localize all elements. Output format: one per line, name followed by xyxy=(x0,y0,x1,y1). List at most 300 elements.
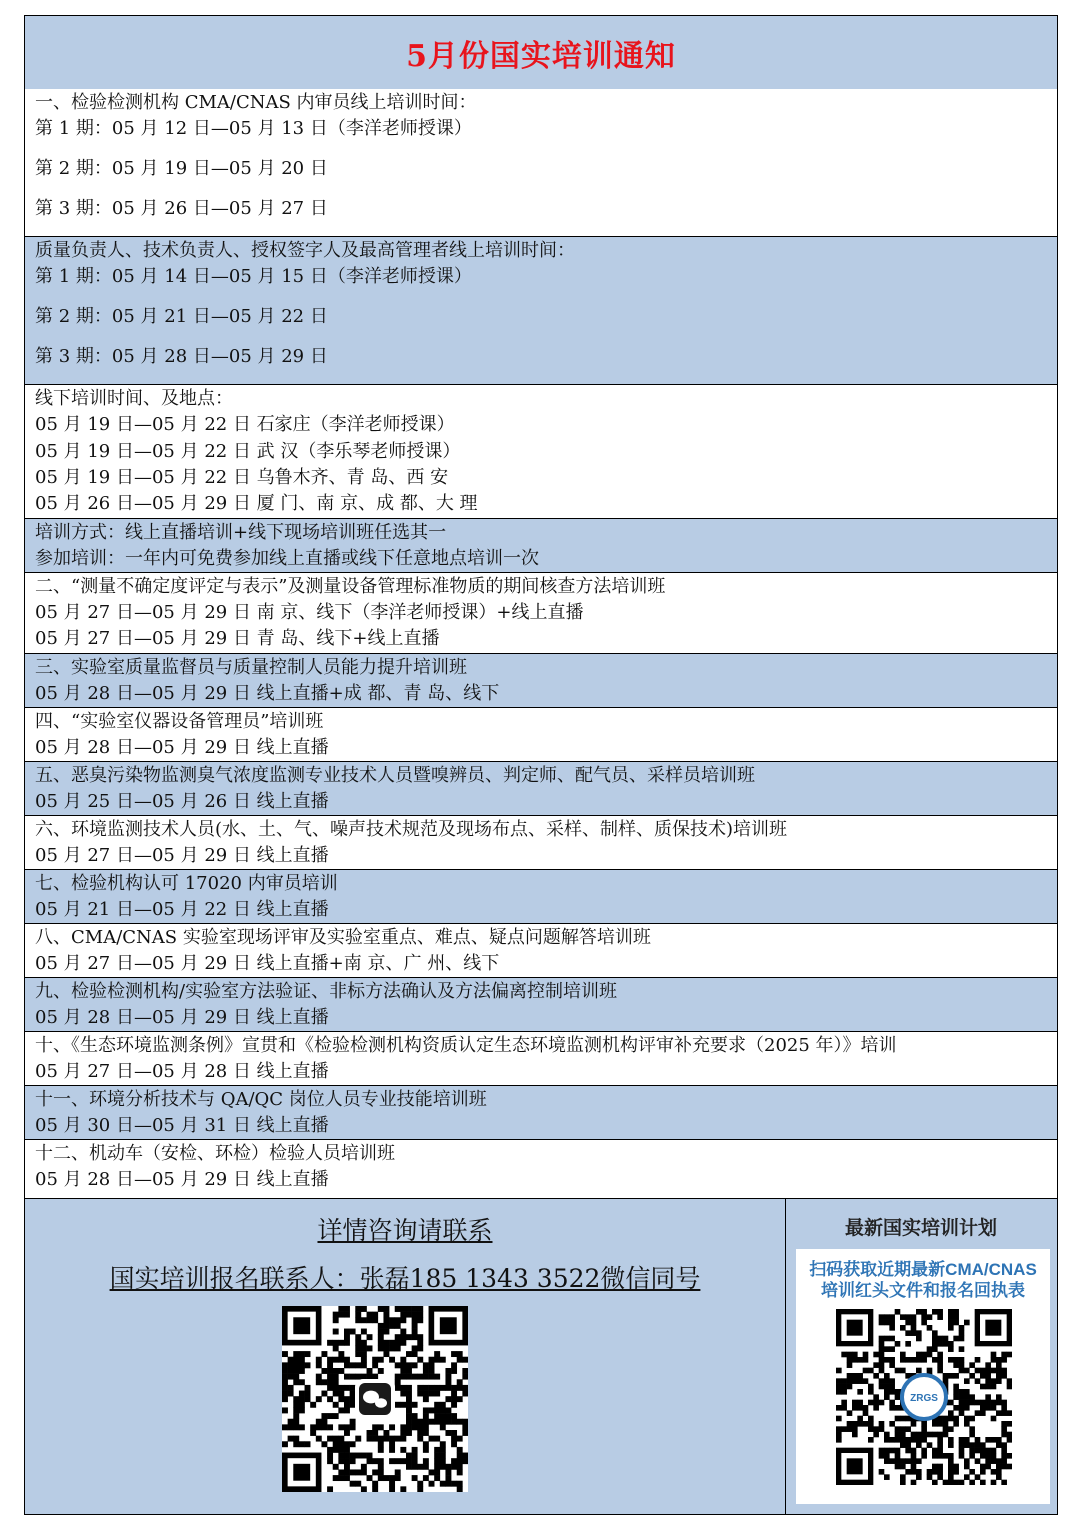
qr-module xyxy=(361,1469,367,1475)
qr-module xyxy=(948,1400,954,1406)
qr-module xyxy=(327,1486,333,1492)
qr-module xyxy=(344,1453,350,1459)
qr-module xyxy=(327,1379,333,1385)
qr-module xyxy=(434,1357,440,1363)
section-line: 05 月 19 日—05 月 22 日 武 汉（李乐琴老师授课） xyxy=(35,441,461,462)
qr-module xyxy=(338,1312,344,1318)
qr-module xyxy=(327,1447,333,1453)
section-line: 参加培训：一年内可免费参加线上直播或线下任意地点培训一次 xyxy=(35,548,539,569)
qr-module xyxy=(847,1352,853,1358)
qr-module xyxy=(857,1416,863,1422)
qr-module xyxy=(948,1464,954,1470)
qr-module xyxy=(852,1357,858,1363)
qr-module xyxy=(282,1374,288,1380)
qr-module xyxy=(389,1357,395,1363)
qr-module xyxy=(836,1437,842,1443)
qr-module xyxy=(911,1421,917,1427)
qr-module xyxy=(316,1362,322,1368)
qr-module xyxy=(389,1323,395,1329)
qr-module xyxy=(361,1340,367,1346)
qr-module xyxy=(921,1426,927,1432)
qr-module xyxy=(440,1481,446,1487)
qr-module xyxy=(378,1306,384,1312)
qr-module xyxy=(1007,1378,1012,1384)
qr-module xyxy=(868,1426,874,1432)
qr-module xyxy=(400,1357,406,1363)
qr-module xyxy=(383,1351,389,1357)
qr-module xyxy=(445,1413,451,1419)
qr-module xyxy=(395,1402,401,1408)
qr-module xyxy=(350,1458,356,1464)
qr-module xyxy=(395,1458,401,1464)
qr-module xyxy=(423,1464,429,1470)
qr-module xyxy=(873,1426,879,1432)
qr-module xyxy=(964,1389,970,1395)
qr-module xyxy=(417,1345,423,1351)
qr-module xyxy=(327,1374,333,1380)
qr-module xyxy=(333,1385,339,1391)
qr-module xyxy=(969,1480,975,1485)
qr-module xyxy=(911,1448,917,1454)
qr-module xyxy=(975,1448,981,1454)
qr-module xyxy=(355,1351,361,1357)
section-line: 三、实验室质量监督员与质量控制人员能力提升培训班 xyxy=(35,657,467,678)
qr-module xyxy=(440,1385,446,1391)
qr-module xyxy=(367,1453,373,1459)
qr-module xyxy=(991,1352,997,1358)
qr-module xyxy=(985,1362,991,1368)
qr-module xyxy=(389,1441,395,1447)
qr-module xyxy=(389,1424,395,1430)
qr-module xyxy=(879,1352,885,1358)
qr-module xyxy=(921,1432,927,1438)
section-line: 05 月 28 日—05 月 29 日 线上直播 xyxy=(35,1007,329,1028)
qr-module xyxy=(282,1396,288,1402)
qr-module xyxy=(434,1464,440,1470)
qr-module xyxy=(350,1441,356,1447)
qr-module xyxy=(434,1453,440,1459)
qr-module xyxy=(338,1407,344,1413)
qr-module xyxy=(429,1469,435,1475)
qr-module xyxy=(911,1330,917,1336)
qr-module xyxy=(429,1362,435,1368)
qr-module xyxy=(1001,1426,1007,1432)
qr-module xyxy=(333,1436,339,1442)
qr-module xyxy=(943,1416,949,1422)
qr-module xyxy=(959,1330,965,1336)
qr-module xyxy=(344,1469,350,1475)
qr-module xyxy=(327,1385,333,1391)
qr-module xyxy=(884,1432,890,1438)
qr-module xyxy=(372,1436,378,1442)
qr-module xyxy=(327,1340,333,1346)
qr-module xyxy=(338,1396,344,1402)
qr-module xyxy=(367,1458,373,1464)
qr-module xyxy=(868,1416,874,1422)
section-line: 二、“测量不确定度评定与表示”及测量设备管理标准物质的期间核查方法培训班 xyxy=(35,576,666,597)
qr-module xyxy=(895,1416,901,1422)
qr-module xyxy=(943,1480,949,1485)
qr-module xyxy=(355,1345,361,1351)
qr-module xyxy=(412,1419,418,1425)
qr-module xyxy=(457,1486,463,1492)
qr-module xyxy=(378,1424,384,1430)
qr-module xyxy=(921,1453,927,1459)
qr-module xyxy=(975,1357,981,1363)
qr-module xyxy=(948,1442,954,1448)
qr-module xyxy=(1001,1352,1007,1358)
qr-module xyxy=(932,1453,938,1459)
qr-module xyxy=(333,1357,339,1363)
qr-module xyxy=(943,1373,949,1379)
qr-module xyxy=(889,1325,895,1331)
qr-module xyxy=(943,1421,949,1427)
qr-module xyxy=(344,1357,350,1363)
qr-module xyxy=(980,1442,986,1448)
qr-module xyxy=(948,1453,954,1459)
qr-module xyxy=(293,1419,299,1425)
qr-module xyxy=(911,1458,917,1464)
qr-module xyxy=(406,1374,412,1380)
qr-module xyxy=(852,1405,858,1411)
qr-module xyxy=(429,1391,435,1397)
qr-module xyxy=(873,1373,879,1379)
qr-module xyxy=(932,1469,938,1475)
qr-module xyxy=(841,1384,847,1390)
section-line: 05 月 28 日—05 月 29 日 线上直播 xyxy=(35,1169,329,1190)
qr-module xyxy=(367,1368,373,1374)
qr-module xyxy=(412,1424,418,1430)
qr-module xyxy=(367,1317,373,1323)
qr-module xyxy=(378,1447,384,1453)
qr-module xyxy=(389,1447,395,1453)
qr-module xyxy=(980,1464,986,1470)
qr-module xyxy=(959,1437,965,1443)
qr-module xyxy=(293,1413,299,1419)
qr-module xyxy=(389,1486,395,1492)
qr-module xyxy=(406,1413,412,1419)
plan-card-line-2: 培训红头文件和报名回执表 xyxy=(821,1281,1025,1300)
qr-module xyxy=(445,1379,451,1385)
qr-module xyxy=(344,1458,350,1464)
qr-module xyxy=(948,1309,954,1315)
qr-module xyxy=(412,1351,418,1357)
qr-module xyxy=(889,1314,895,1320)
wechat-qr-code xyxy=(282,1306,468,1492)
notice-document xyxy=(24,15,1058,1515)
qr-module xyxy=(434,1447,440,1453)
qr-module xyxy=(305,1441,311,1447)
qr-module xyxy=(338,1436,344,1442)
qr-module xyxy=(900,1416,906,1422)
qr-module xyxy=(355,1481,361,1487)
qr-module xyxy=(423,1391,429,1397)
qr-module xyxy=(395,1379,401,1385)
qr-module xyxy=(344,1441,350,1447)
section-6 xyxy=(25,654,1057,708)
qr-module xyxy=(943,1341,949,1347)
qr-module xyxy=(1007,1437,1012,1443)
qr-module xyxy=(417,1436,423,1442)
qr-module xyxy=(445,1407,451,1413)
qr-module xyxy=(921,1421,927,1427)
qr-module xyxy=(953,1394,959,1400)
qr-module xyxy=(429,1385,435,1391)
qr-module xyxy=(953,1320,959,1326)
qr-module xyxy=(316,1379,322,1385)
qr-module xyxy=(412,1453,418,1459)
qr-module xyxy=(462,1453,468,1459)
qr-module xyxy=(462,1458,468,1464)
qr-module xyxy=(996,1474,1002,1480)
qr-module xyxy=(841,1405,847,1411)
qr-module xyxy=(1001,1442,1007,1448)
qr-module xyxy=(863,1405,869,1411)
qr-module xyxy=(429,1374,435,1380)
qr-module xyxy=(895,1394,901,1400)
qr-module xyxy=(299,1424,305,1430)
qr-module xyxy=(905,1341,911,1347)
qr-module xyxy=(991,1384,997,1390)
section-3 xyxy=(25,385,1057,519)
qr-module xyxy=(423,1424,429,1430)
qr-module xyxy=(412,1312,418,1318)
qr-module xyxy=(406,1458,412,1464)
qr-module xyxy=(1001,1480,1007,1485)
qr-module xyxy=(996,1362,1002,1368)
qr-module xyxy=(879,1378,885,1384)
qr-module xyxy=(991,1378,997,1384)
qr-module xyxy=(996,1368,1002,1374)
qr-module xyxy=(1001,1453,1007,1459)
qr-module xyxy=(451,1430,457,1436)
qr-module xyxy=(975,1368,981,1374)
qr-module xyxy=(836,1378,842,1384)
qr-module xyxy=(333,1345,339,1351)
qr-module xyxy=(406,1396,412,1402)
section-9 xyxy=(25,816,1057,870)
qr-module xyxy=(991,1357,997,1363)
qr-module xyxy=(378,1340,384,1346)
qr-module xyxy=(305,1391,311,1397)
qr-module xyxy=(927,1314,933,1320)
qr-module xyxy=(338,1469,344,1475)
qr-module xyxy=(889,1384,895,1390)
qr-module xyxy=(991,1448,997,1454)
qr-module xyxy=(434,1391,440,1397)
qr-module xyxy=(948,1480,954,1485)
qr-module xyxy=(299,1368,305,1374)
qr-module xyxy=(293,1368,299,1374)
qr-module xyxy=(895,1405,901,1411)
qr-module xyxy=(927,1474,933,1480)
qr-module xyxy=(406,1453,412,1459)
qr-module xyxy=(969,1373,975,1379)
qr-module xyxy=(879,1426,885,1432)
qr-module xyxy=(985,1373,991,1379)
qr-module xyxy=(900,1442,906,1448)
qr-module xyxy=(911,1469,917,1475)
qr-module xyxy=(423,1447,429,1453)
qr-module xyxy=(841,1378,847,1384)
qr-module xyxy=(288,1374,294,1380)
qr-module xyxy=(964,1458,970,1464)
qr-module xyxy=(921,1448,927,1454)
qr-module xyxy=(948,1357,954,1363)
qr-module xyxy=(937,1469,943,1475)
qr-module xyxy=(423,1396,429,1402)
qr-module xyxy=(959,1405,965,1411)
qr-module xyxy=(836,1405,842,1411)
qr-module xyxy=(344,1374,350,1380)
qr-module xyxy=(905,1469,911,1475)
qr-module xyxy=(316,1419,322,1425)
qr-module xyxy=(333,1413,339,1419)
qr-module xyxy=(916,1336,922,1342)
qr-module xyxy=(293,1424,299,1430)
qr-module xyxy=(383,1430,389,1436)
qr-module xyxy=(338,1357,344,1363)
qr-module xyxy=(333,1391,339,1397)
qr-module xyxy=(911,1357,917,1363)
qr-module xyxy=(911,1325,917,1331)
qr-module xyxy=(344,1329,350,1335)
qr-module xyxy=(953,1416,959,1422)
qr-module xyxy=(911,1314,917,1320)
qr-module xyxy=(985,1368,991,1374)
qr-module xyxy=(367,1475,373,1481)
qr-module xyxy=(895,1309,901,1315)
qr-module xyxy=(316,1436,322,1442)
qr-finder-center xyxy=(440,1317,457,1334)
qr-module xyxy=(367,1436,373,1442)
qr-module xyxy=(395,1317,401,1323)
qr-module xyxy=(884,1346,890,1352)
qr-module xyxy=(350,1469,356,1475)
qr-module xyxy=(1007,1352,1012,1358)
qr-module xyxy=(367,1374,373,1380)
qr-module xyxy=(937,1448,943,1454)
qr-module xyxy=(327,1357,333,1363)
qr-module xyxy=(282,1385,288,1391)
qr-module xyxy=(310,1402,316,1408)
qr-module xyxy=(434,1436,440,1442)
qr-module xyxy=(916,1469,922,1475)
qr-module xyxy=(884,1314,890,1320)
qr-module xyxy=(457,1379,463,1385)
qr-module xyxy=(434,1469,440,1475)
section-line: 第 3 期：05 月 28 日—05 月 29 日 xyxy=(35,346,328,367)
qr-module xyxy=(1001,1410,1007,1416)
qr-module xyxy=(412,1334,418,1340)
qr-module xyxy=(400,1334,406,1340)
qr-module xyxy=(916,1442,922,1448)
qr-module xyxy=(293,1379,299,1385)
qr-module xyxy=(395,1306,401,1312)
qr-module xyxy=(389,1340,395,1346)
qr-image xyxy=(836,1309,1012,1485)
qr-module xyxy=(367,1334,373,1340)
qr-module xyxy=(873,1400,879,1406)
qr-module xyxy=(316,1396,322,1402)
qr-module xyxy=(900,1314,906,1320)
qr-module xyxy=(378,1464,384,1470)
qr-module xyxy=(440,1407,446,1413)
qr-module xyxy=(457,1469,463,1475)
qr-module xyxy=(836,1426,842,1432)
qr-module xyxy=(895,1368,901,1374)
qr-module xyxy=(400,1317,406,1323)
qr-module xyxy=(378,1368,384,1374)
qr-module xyxy=(889,1357,895,1363)
qr-module xyxy=(350,1385,356,1391)
qr-module xyxy=(344,1402,350,1408)
qr-module xyxy=(327,1458,333,1464)
section-12 xyxy=(25,978,1057,1032)
qr-module xyxy=(895,1437,901,1443)
qr-module xyxy=(879,1469,885,1475)
qr-module xyxy=(964,1437,970,1443)
qr-module xyxy=(282,1351,288,1357)
qr-module xyxy=(948,1474,954,1480)
qr-module xyxy=(310,1430,316,1436)
qr-module xyxy=(841,1400,847,1406)
qr-module xyxy=(383,1345,389,1351)
qr-module xyxy=(299,1402,305,1408)
qr-module xyxy=(895,1448,901,1454)
qr-module xyxy=(299,1391,305,1397)
qr-module xyxy=(911,1480,917,1485)
qr-module xyxy=(372,1469,378,1475)
qr-module xyxy=(964,1416,970,1422)
qr-module xyxy=(879,1384,885,1390)
qr-module xyxy=(429,1357,435,1363)
section-line: 四、“实验室仪器设备管理员”培训班 xyxy=(35,711,324,732)
qr-module xyxy=(905,1426,911,1432)
section-line: 05 月 30 日—05 月 31 日 线上直播 xyxy=(35,1115,329,1136)
qr-finder-center xyxy=(293,1464,310,1481)
qr-module xyxy=(959,1362,965,1368)
section-line: 05 月 27 日—05 月 29 日 线上直播+南 京、广 州、线下 xyxy=(35,953,500,974)
qr-module xyxy=(975,1400,981,1406)
qr-module xyxy=(921,1314,927,1320)
qr-module xyxy=(975,1437,981,1443)
qr-module xyxy=(445,1481,451,1487)
qr-module xyxy=(841,1426,847,1432)
qr-module xyxy=(372,1312,378,1318)
qr-module xyxy=(462,1374,468,1380)
qr-module xyxy=(412,1362,418,1368)
qr-module xyxy=(937,1309,943,1315)
qr-module xyxy=(980,1469,986,1475)
qr-module xyxy=(847,1357,853,1363)
qr-module xyxy=(338,1351,344,1357)
qr-module xyxy=(873,1432,879,1438)
qr-module xyxy=(344,1385,350,1391)
qr-module xyxy=(996,1442,1002,1448)
qr-module xyxy=(884,1474,890,1480)
qr-module xyxy=(344,1447,350,1453)
qr-module xyxy=(937,1437,943,1443)
qr-module xyxy=(395,1334,401,1340)
qr-module xyxy=(980,1368,986,1374)
qr-module xyxy=(975,1474,981,1480)
qr-module xyxy=(389,1436,395,1442)
wechat-bubble xyxy=(375,1398,387,1408)
qr-module xyxy=(355,1317,361,1323)
qr-module xyxy=(338,1441,344,1447)
qr-module xyxy=(445,1419,451,1425)
